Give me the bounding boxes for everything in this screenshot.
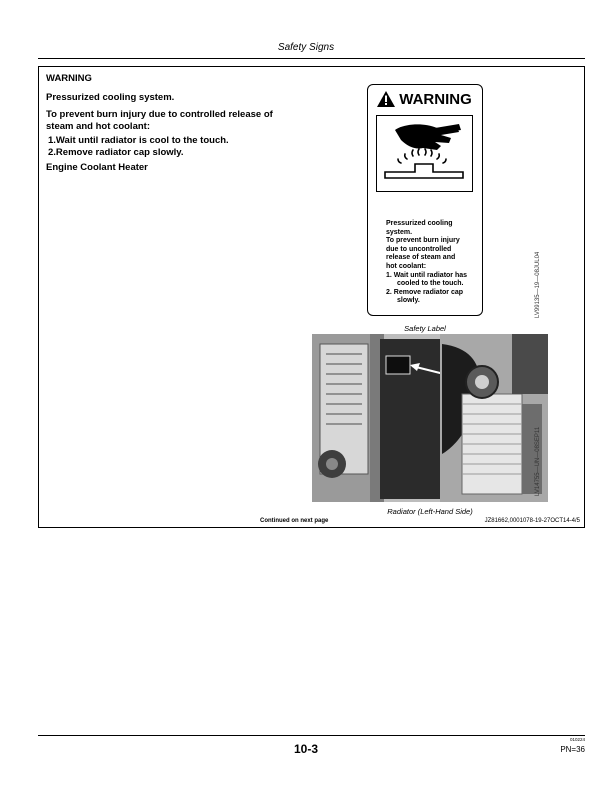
sign-line: system. [386, 228, 413, 236]
sign-header-text: WARNING [399, 90, 472, 108]
radiator-photo-image [312, 334, 548, 502]
sign-step: 1. Wait until radiator has cooled to the touch. [386, 271, 468, 288]
sign-text [386, 220, 480, 306]
safety-sign [367, 84, 483, 316]
continued-note: Continued on next page [260, 518, 329, 524]
warning-instruction [46, 109, 296, 133]
warning-step: 2.Remove radiator cap slowly. [48, 146, 184, 158]
sign-header [368, 85, 481, 113]
pn-label: PN=36 [560, 745, 585, 754]
page-header-title: Safety Signs [277, 42, 335, 53]
sign-line: To prevent burn injury [386, 237, 460, 245]
safety-label-caption: Safety Label [404, 324, 446, 333]
warning-steps [48, 135, 229, 158]
header-divider [38, 58, 585, 59]
hand-burn-pictogram [376, 115, 473, 192]
warning-step: 1.Wait until radiator is cool to the touch. [48, 135, 229, 146]
warning-heading: WARNING [46, 73, 92, 84]
sign-line: hot coolant: [386, 262, 427, 270]
sign-code: LV99135—19—08JUL04 [535, 251, 541, 318]
page-number: 10-3 [293, 742, 319, 756]
sign-step: 2. Remove radiator cap slowly. [386, 288, 464, 305]
section-title: Engine Coolant Heater [46, 162, 148, 173]
sign-steps [386, 272, 480, 306]
sign-line: Pressurized cooling [386, 220, 453, 227]
instruction-line-2: steam and hot coolant: [46, 121, 150, 132]
footer-small-code: 010224 [569, 737, 585, 742]
instruction-line-1: To prevent burn injury due to controlled release of [46, 109, 273, 120]
sign-line: due to uncontrolled [386, 245, 452, 253]
footer-divider [38, 735, 585, 736]
radiator-photo [312, 334, 548, 502]
warning-triangle-icon [377, 91, 395, 107]
warning-subheading: Pressurized cooling system. [46, 92, 175, 103]
sign-line: release of steam and [386, 254, 456, 262]
hot-hand-icon [377, 116, 472, 191]
photo-caption: Radiator (Left-Hand Side) [387, 507, 473, 516]
reference-code: JZ81662,0001078-19-27OCT14-4/5 [484, 518, 580, 524]
photo-code: LV14755—UN—08SEP11 [535, 426, 541, 496]
